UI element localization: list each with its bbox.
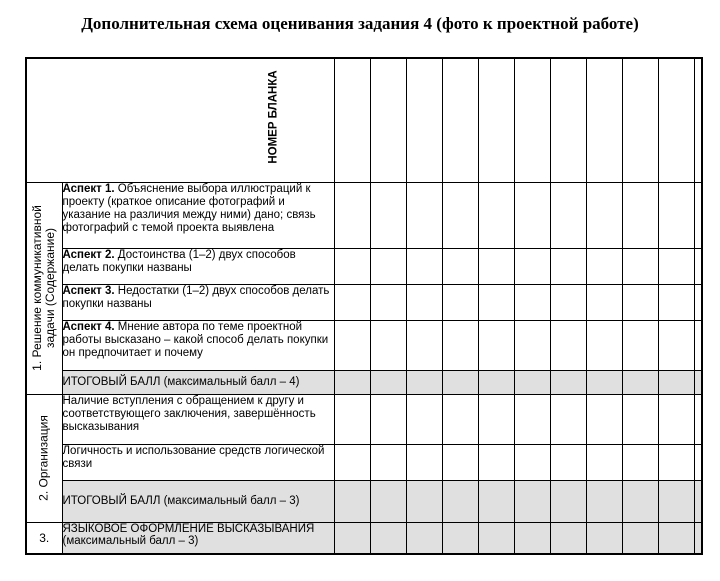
section-2-total: ИТОГОВЫЙ БАЛЛ (максимальный балл – 3) [62,480,334,522]
score-cell[interactable] [370,284,406,320]
score-cell[interactable] [694,370,702,394]
total-row [26,522,702,554]
score-cell[interactable] [370,394,406,444]
section-3-total: ЯЗЫКОВОЕ ОФОРМЛЕНИЕ ВЫСКАЗЫВАНИЯ (максимальный балл – 3) [62,522,334,554]
score-cell[interactable] [442,182,478,248]
score-cell[interactable] [694,182,702,248]
score-cell[interactable] [586,394,622,444]
score-cell[interactable] [658,182,694,248]
score-cell[interactable] [514,522,550,554]
section-1-label-cell [26,182,62,394]
section-1-total: ИТОГОВЫЙ БАЛЛ (максимальный балл – 4) [62,370,334,394]
score-cell[interactable] [442,370,478,394]
section-2-label: 2. Организация [36,415,51,501]
score-cell[interactable] [370,320,406,370]
score-cell[interactable] [586,248,622,284]
score-cell[interactable] [622,320,658,370]
score-cell[interactable] [694,248,702,284]
score-cell[interactable] [658,522,694,554]
score-cell[interactable] [334,370,370,394]
score-cell[interactable] [694,480,702,522]
score-cell[interactable] [370,444,406,480]
score-cell[interactable] [658,284,694,320]
score-cell[interactable] [334,182,370,248]
score-cell[interactable] [550,248,586,284]
score-cell[interactable] [622,284,658,320]
score-cell[interactable] [478,182,514,248]
score-cell[interactable] [550,394,586,444]
score-cell[interactable] [442,480,478,522]
criterion-logic: Логичность и использование средств логической связи [62,444,334,480]
score-cell[interactable] [370,370,406,394]
score-cell[interactable] [658,320,694,370]
score-cell[interactable] [442,320,478,370]
blank-number-label: НОМЕР БЛАНКА [267,69,280,164]
criterion-row [26,444,702,480]
score-cell[interactable] [694,522,702,554]
score-cell[interactable] [658,394,694,444]
score-cell[interactable] [586,182,622,248]
score-cell[interactable] [622,444,658,480]
score-cell[interactable] [406,522,442,554]
score-cell[interactable] [550,58,586,182]
score-cell[interactable] [550,480,586,522]
score-cell[interactable] [658,480,694,522]
score-cell[interactable] [586,284,622,320]
score-cell[interactable] [442,444,478,480]
score-cell[interactable] [658,370,694,394]
page-title: Дополнительная схема оценивания задания 4 (фото к проектной работе) [81,14,639,33]
score-cell[interactable] [334,248,370,284]
score-cell[interactable] [514,370,550,394]
score-cell[interactable] [478,444,514,480]
blank-number-header [26,58,334,182]
header-row [26,58,702,182]
score-cell[interactable] [622,522,658,554]
score-cell[interactable] [622,182,658,248]
score-cell[interactable] [334,394,370,444]
score-cell[interactable] [514,284,550,320]
score-cell[interactable] [622,248,658,284]
score-cell[interactable] [622,58,658,182]
score-cell[interactable] [406,320,442,370]
score-cell[interactable] [694,394,702,444]
score-cell[interactable] [478,58,514,182]
score-cell[interactable] [550,370,586,394]
score-cell[interactable] [622,394,658,444]
score-cell[interactable] [694,58,702,182]
score-cell[interactable] [478,320,514,370]
score-cell[interactable] [514,444,550,480]
score-cell[interactable] [370,522,406,554]
score-cell[interactable] [406,182,442,248]
score-cell[interactable] [658,444,694,480]
score-cell[interactable] [478,248,514,284]
score-cell[interactable] [334,320,370,370]
score-cell[interactable] [334,58,370,182]
score-cell[interactable] [406,480,442,522]
score-cell[interactable] [370,58,406,182]
assessment-table [25,57,703,555]
criterion-aspect-2: Аспект 2. Достоинства (1–2) двух способов делать покупки названы [62,248,334,284]
score-cell[interactable] [550,182,586,248]
score-cell[interactable] [478,522,514,554]
score-cell[interactable] [514,182,550,248]
score-cell[interactable] [514,394,550,444]
criterion-aspect-1: Аспект 1. Объяснение выбора иллюстраций к проекту (краткое описание фотографий и указание на различия между ними) дано; связь фотографий с темой проекта выявлена [62,182,334,248]
score-cell[interactable] [478,394,514,444]
criterion-introduction: Наличие вступления с обращением к другу и соответствующего заключения, завершённость высказывания [62,394,334,444]
score-cell[interactable] [334,284,370,320]
score-cell[interactable] [514,480,550,522]
score-cell[interactable] [478,480,514,522]
score-cell[interactable] [406,284,442,320]
score-cell[interactable] [442,58,478,182]
score-cell[interactable] [442,248,478,284]
criterion-row [26,394,702,444]
total-row [26,370,702,394]
score-cell[interactable] [622,480,658,522]
score-cell[interactable] [514,58,550,182]
score-cell[interactable] [334,480,370,522]
score-cell[interactable] [406,444,442,480]
score-cell[interactable] [586,58,622,182]
score-cell[interactable] [370,480,406,522]
score-cell[interactable] [370,182,406,248]
score-cell[interactable] [370,248,406,284]
score-cell[interactable] [514,248,550,284]
score-cell[interactable] [550,444,586,480]
criterion-row [26,248,702,284]
score-cell[interactable] [406,394,442,444]
criterion-aspect-4: Аспект 4. Мнение автора по теме проектной работы высказано – какой способ делать покупки он предпочитает и почему [62,320,334,370]
score-cell[interactable] [334,522,370,554]
score-cell[interactable] [586,370,622,394]
score-cell[interactable] [442,522,478,554]
score-cell[interactable] [550,284,586,320]
score-cell[interactable] [406,58,442,182]
score-cell[interactable] [334,444,370,480]
score-cell[interactable] [586,444,622,480]
section-2-label-cell [26,394,62,522]
score-cell[interactable] [658,248,694,284]
criterion-aspect-3: Аспект 3. Недостатки (1–2) двух способов делать покупки названы [62,284,334,320]
section-1-label: 1. Решение коммуникативной задачи (Содержание) [30,205,58,371]
score-cell[interactable] [658,58,694,182]
score-cell[interactable] [694,444,702,480]
score-cell[interactable] [586,320,622,370]
score-cell[interactable] [586,522,622,554]
section-3-label: 3. [26,522,62,554]
score-cell[interactable] [586,480,622,522]
criterion-row [26,182,702,248]
score-cell[interactable] [550,522,586,554]
score-cell[interactable] [694,284,702,320]
score-cell[interactable] [694,320,702,370]
score-cell[interactable] [478,370,514,394]
criterion-row [26,320,702,370]
score-cell[interactable] [550,320,586,370]
criterion-row [26,284,702,320]
total-row [26,480,702,522]
score-cell[interactable] [478,284,514,320]
score-cell[interactable] [442,394,478,444]
score-cell[interactable] [514,320,550,370]
score-cell[interactable] [442,284,478,320]
score-cell[interactable] [406,248,442,284]
score-cell[interactable] [622,370,658,394]
score-cell[interactable] [406,370,442,394]
